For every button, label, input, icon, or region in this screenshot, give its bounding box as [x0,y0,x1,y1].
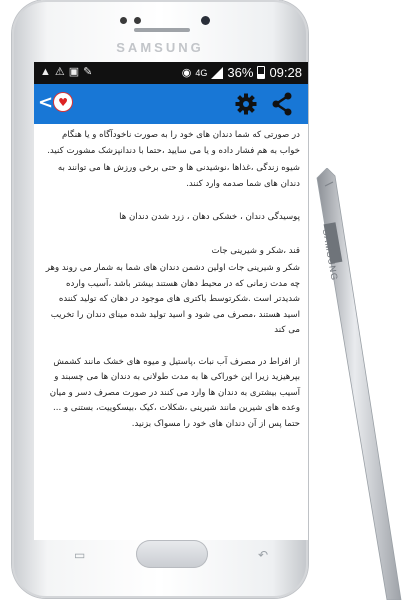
warning-icon: ⚠ [54,66,69,78]
share-icon[interactable] [270,92,294,116]
status-right [182,65,302,80]
app-bar [34,84,308,124]
back-key-icon[interactable]: ↶ [258,548,269,562]
paragraph: قند ،شکر و شیرینی جات [211,245,300,256]
image-icon: ▣ [68,66,84,78]
article-body [34,124,308,540]
battery-icon [257,66,265,79]
sensor-dot [120,17,127,24]
clock: 09:28 [269,65,302,80]
home-button[interactable] [136,540,208,568]
battery-text: 36% [227,65,254,80]
notification-icon: ▲ [40,66,55,78]
paragraph: از افراط در مصرف آب نبات ،پاستیل و میوه های خشک مانند کشمش بپرهیزید زیرا این خوراکی ها به مدت طولانی به دندان ها می چسبند و آسیب بیشتری به دندان ها وارد می کنند در صورت مصرف دسر و میان وعده های شیرین مانند شیرینی ،شکلات ،کیک ،بیسکوییت، بستنی و ... حتما پس از آن دندان های خود را مسواک بزنید. [49,356,300,429]
network-label: 4G [195,67,208,78]
recent-apps-button[interactable]: ▭ [74,548,86,562]
paragraph: شیوه زندگی ،غذاها ،نوشیدنی ها و حتی برخی ورزش ها می توانند به دندان های شما صدمه وارد کنند. [57,163,300,189]
pen-brand: SAMSUNG [320,228,340,282]
front-camera [201,16,210,25]
screen [34,62,308,540]
phone-frame [12,0,308,598]
device-brand: SAMSUNG [116,40,204,55]
eye-icon: ◉ [181,67,192,79]
signal-icon [211,67,223,79]
paragraph: پوسیدگی دندان ، خشکی دهان ، زرد شدن دندان ها [119,212,300,222]
status-left-icons [40,65,96,78]
earpiece [134,28,190,32]
status-bar [34,62,308,84]
paragraph: در صورتی که شما دندان های خود را به صورت ناخودآگاه و یا هنگام خواب به هم فشار داده و یا می سایید ،حتما با دندانپزشک مشورت کنید. [47,130,300,156]
edit-icon: ✎ [83,66,97,78]
sensor-dot [134,17,141,24]
back-icon[interactable]: < [38,92,54,113]
paragraph: شکر و شیرینی جات اولین دشمن دندان های شما به شمار می روند وهر چه مدت زمانی که در محیط دهان هستند بیشتر باشد ،آسیب وارده شدیدتر است .شکرتوسط باکتری های موجود در دهان که تولید کننده اسید هستند ،مصرف می شود و اسید تولید شده مینای دندان را تخریب می کند [45,263,300,335]
gear-icon[interactable] [234,92,258,116]
app-logo-icon[interactable]: ♥ [54,93,72,111]
